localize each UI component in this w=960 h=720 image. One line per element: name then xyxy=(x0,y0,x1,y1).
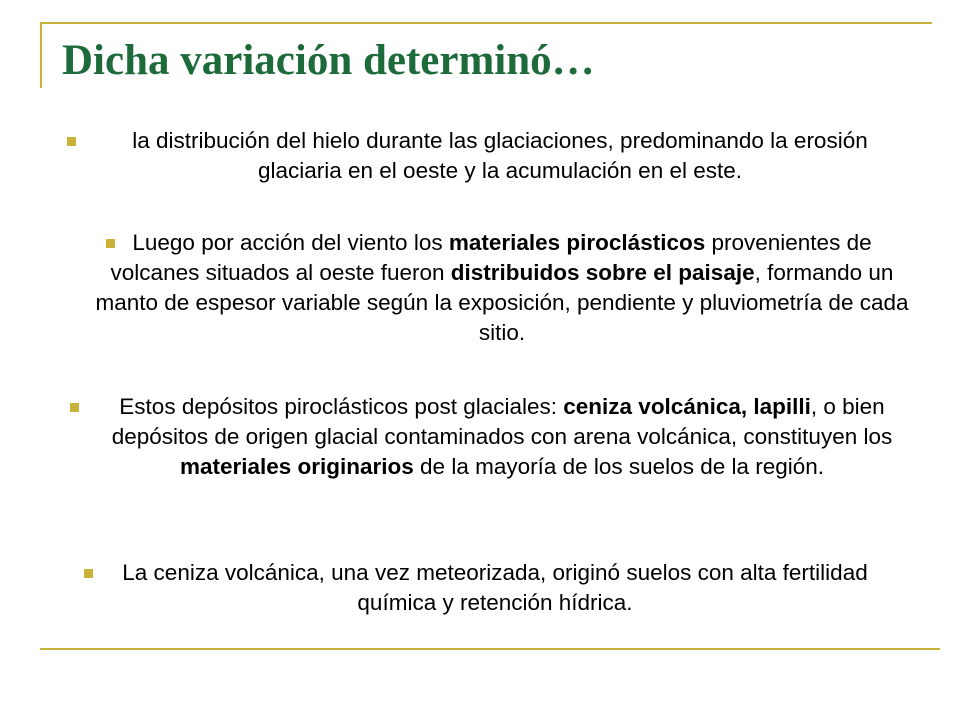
slide-title: Dicha variación determinó… xyxy=(62,37,595,84)
bullet-item xyxy=(100,126,900,186)
square-bullet-icon xyxy=(70,403,79,412)
bullet-item xyxy=(92,228,912,348)
bullet-text: Estos depósitos piroclásticos post glaciales: xyxy=(119,394,564,419)
bullet-text: , formando un manto de espesor variable según la exposición, pendiente y pluviometría de cada sitio. xyxy=(95,260,909,345)
bullet-item xyxy=(92,392,912,482)
bullet-text: Luego por acción del viento los xyxy=(132,230,449,255)
bullet-text: provenientes de volcanes situados al oeste fueron xyxy=(110,230,872,285)
bullet-text: , o bien depósitos de origen glacial contaminados con arena volcánica, constituyen los xyxy=(111,394,893,449)
bullet-text: La ceniza volcánica, una vez meteorizada, originó suelos con alta fertilidad química y retención hídrica. xyxy=(122,560,868,615)
bullet-bold-text: ceniza volcánica, lapilli xyxy=(563,394,811,419)
square-bullet-icon xyxy=(84,569,93,578)
bullet-bold-text: materiales originarios xyxy=(179,454,414,479)
square-bullet-icon xyxy=(106,239,115,248)
bullet-text: la distribución del hielo durante las glaciaciones, predominando la erosión glaciaria en el oeste y la acumulación en el este. xyxy=(132,128,868,183)
square-bullet-icon xyxy=(67,137,76,146)
bullet-bold-text: materiales piroclásticos xyxy=(448,230,706,255)
bullet-text: de la mayoría de los suelos de la región. xyxy=(413,454,825,479)
bullet-item xyxy=(100,558,890,618)
bullet-bold-text: distribuidos sobre el paisaje xyxy=(450,260,755,285)
